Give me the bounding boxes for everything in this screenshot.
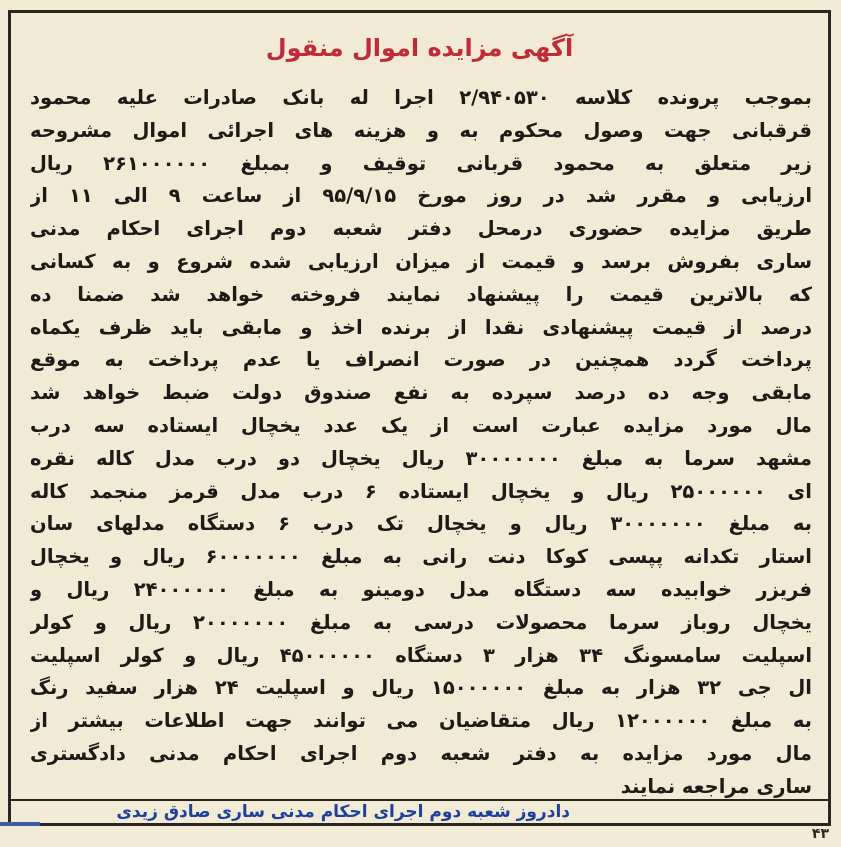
notice-line: به مبلغ ۳۰۰۰۰۰۰۰ ریال و یخچال تک درب ۶ دستگاه مدلهای سان xyxy=(30,512,812,536)
notice-body xyxy=(30,82,812,804)
notice-line: اسپلیت سامسونگ ۳۴ هزار ۳ دستگاه ۴۵۰۰۰۰۰۰ ریال و کولر اسپلیت xyxy=(30,643,812,667)
notice-line: بموجب پرونده کلاسه ۲/۹۴۰۵۳۰ اجرا له بانک صادرات علیه محمود xyxy=(30,86,812,109)
notice-line: مال مورد مزایده به دفتر شعبه دوم اجرای احکام مدنی دادگستری xyxy=(30,741,812,765)
notice-line: پرداخت گردد همچنین در صورت انصراف یا عدم پرداخت به موقع xyxy=(30,348,812,372)
notice-line: درصد از قیمت پیشنهادی نقدا از برنده اخذ و مابقی باید ظرف یکماه xyxy=(30,315,812,339)
notice-line: که بالاترین قیمت را پیشنهاد نمایند فروخته خواهد شد ضمنا ده xyxy=(30,282,812,306)
notice-title: آگهی مزایده اموال منقول xyxy=(265,34,574,62)
notice-line: زیر متعلق به محمود قربانی توقیف و بمبلغ ۲۶۱۰۰۰۰۰۰ ریال xyxy=(30,151,812,175)
notice-line: ای ۲۵۰۰۰۰۰۰ ریال و یخچال ایستاده ۶ درب مدل قرمز منجمد کاله xyxy=(30,479,812,503)
notice-line: مشهد سرما به مبلغ ۳۰۰۰۰۰۰۰ ریال یخچال دو درب مدل کاله نقره xyxy=(30,446,812,470)
footer-divider xyxy=(8,799,831,801)
notice-line: قرقبانی جهت وصول محکوم به و هزینه های اجرائی اموال مشروحه xyxy=(30,118,812,142)
edge-mark xyxy=(0,822,40,826)
page-number: ۴۳ xyxy=(811,826,829,842)
notice-line: مال مورد مزایده عبارت است از یک عدد یخچال ایستاده سه درب xyxy=(30,413,812,437)
notice-line: طریق مزایده حضوری درمحل دفتر شعبه دوم اجرای احکام مدنی xyxy=(30,217,812,241)
notice-line: ساری بفروش برسد و قیمت از میزان ارزیابی شده شروع و به کسانی xyxy=(30,249,812,273)
notice-line: ال جی ۳۲ هزار به مبلغ ۱۵۰۰۰۰۰۰ ریال و اسپلیت ۲۴ هزار سفید رنگ xyxy=(30,676,812,700)
notice-line: مابقی وجه ده درصد سپرده به نفع صندوق دولت ضبط خواهد شد xyxy=(30,381,812,405)
notice-line: یخچال روباز سرما محصولات درسی به مبلغ ۲۰۰۰۰۰۰۰ ریال و کولر xyxy=(30,610,812,634)
notice-line: ارزیابی و مقرر شد در روز مورخ ۹۵/۹/۱۵ از ساعت ۹ الی ۱۱ از xyxy=(30,184,812,208)
notice-line: به مبلغ ۱۲۰۰۰۰۰۰ ریال متقاضیان می توانند جهت اطلاعات بیشتر از xyxy=(30,709,812,733)
signature: دادروز شعبه دوم اجرای احکام مدنی ساری صادق زیدی xyxy=(116,802,570,822)
notice-line: ساری مراجعه نمایند xyxy=(620,774,812,798)
notice-line: استار تکدانه پپسی کوکا دنت رانی به مبلغ ۶۰۰۰۰۰۰۰ ریال و یخچال xyxy=(30,545,812,569)
notice-line: فریزر خوابیده سه دستگاه مدل دومینو به مبلغ ۲۴۰۰۰۰۰۰ ریال و xyxy=(30,577,812,601)
